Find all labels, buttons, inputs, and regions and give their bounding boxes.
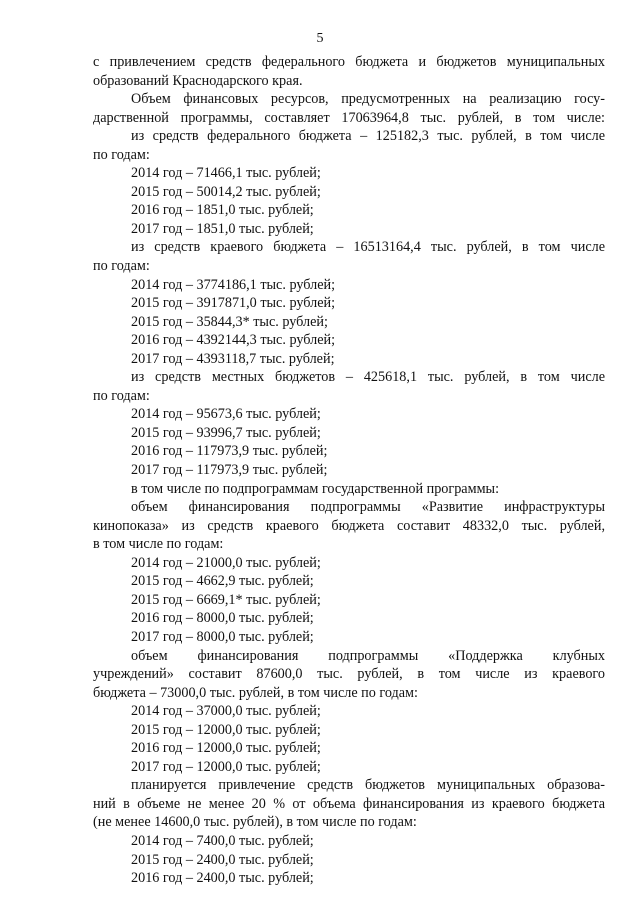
text-line: образований Краснодарского края. bbox=[93, 72, 303, 89]
text-line: 2017 год – 12000,0 тыс. рублей; bbox=[131, 758, 321, 775]
document-body bbox=[93, 53, 605, 888]
text-line: 2016 год – 4392144,3 тыс. рублей; bbox=[131, 332, 336, 349]
text-line: 2016 год – 117973,9 тыс. рублей; bbox=[131, 443, 328, 460]
text-line: из средств местных бюджетов – 425618,1 тыс. рублей, в том числе bbox=[131, 369, 605, 386]
text-line: 2015 год – 12000,0 тыс. рублей; bbox=[131, 721, 321, 738]
text-line: учреждений» составит 87600,0 тыс. рублей, в том числе из краевого bbox=[93, 666, 605, 683]
text-line: с привлечением средств федерального бюджета и бюджетов муниципальных bbox=[93, 54, 605, 70]
text-line: 2015 год – 3917871,0 тыс. рублей; bbox=[131, 295, 336, 312]
text-line: (не менее 14600,0 тыс. рублей), в том числе по годам: bbox=[93, 814, 417, 831]
text-line: кинопоказа» из средств краевого бюджета составит 48332,0 тыс. рублей, bbox=[93, 517, 605, 534]
text-line: 2016 год – 1851,0 тыс. рублей; bbox=[131, 202, 314, 219]
text-line: 2017 год – 117973,9 тыс. рублей; bbox=[131, 462, 328, 479]
text-line: 2016 год – 2400,0 тыс. рублей; bbox=[131, 870, 314, 887]
text-line: 2015 год – 6669,1* тыс. рублей; bbox=[131, 591, 321, 608]
text-line: 2017 год – 1851,0 тыс. рублей; bbox=[131, 220, 314, 237]
text-line: объем финансирования подпрограммы «Поддержка клубных bbox=[131, 647, 605, 664]
text-line: 2014 год – 21000,0 тыс. рублей; bbox=[131, 554, 321, 571]
text-line: по годам: bbox=[93, 387, 150, 404]
text-line: ний в объеме не менее 20 % от объема финансирования из краевого бюджета bbox=[93, 795, 605, 812]
page-number: 5 bbox=[316, 31, 324, 46]
text-line: 2017 год – 8000,0 тыс. рублей; bbox=[131, 628, 314, 645]
text-line: в том числе по годам: bbox=[93, 536, 224, 553]
text-line: 2014 год – 3774186,1 тыс. рублей; bbox=[131, 276, 336, 293]
text-line: в том числе по подпрограммам государственной программы: bbox=[131, 480, 500, 497]
text-line: 2014 год – 71466,1 тыс. рублей; bbox=[131, 165, 321, 182]
text-line: 2015 год – 4662,9 тыс. рублей; bbox=[131, 573, 314, 590]
text-line: 2015 год – 2400,0 тыс. рублей; bbox=[131, 851, 314, 868]
text-line: 2016 год – 12000,0 тыс. рублей; bbox=[131, 740, 321, 757]
text-line: из средств федерального бюджета – 125182,3 тыс. рублей, в том числе bbox=[131, 128, 605, 145]
text-line: объем финансирования подпрограммы «Развитие инфраструктуры bbox=[131, 499, 605, 516]
text-line: 2015 год – 50014,2 тыс. рублей; bbox=[131, 183, 321, 200]
text-line: по годам: bbox=[93, 258, 150, 275]
text-line: 2017 год – 4393118,7 тыс. рублей; bbox=[131, 350, 335, 367]
text-line: по годам: bbox=[93, 146, 150, 163]
text-line: дарственной программы, составляет 17063964,8 тыс. рублей, в том числе: bbox=[93, 109, 605, 126]
text-line: из средств краевого бюджета – 16513164,4 тыс. рублей, в том числе bbox=[131, 239, 605, 256]
text-line: планируется привлечение средств бюджетов муниципальных образова- bbox=[131, 777, 605, 794]
text-line: 2016 год – 8000,0 тыс. рублей; bbox=[131, 610, 314, 627]
text-line: 2015 год – 93996,7 тыс. рублей; bbox=[131, 424, 321, 441]
text-line: 2014 год – 7400,0 тыс. рублей; bbox=[131, 832, 314, 849]
text-line: 2014 год – 95673,6 тыс. рублей; bbox=[131, 406, 321, 423]
text-line: Объем финансовых ресурсов, предусмотренных на реализацию госу- bbox=[131, 91, 605, 108]
text-line: 2014 год – 37000,0 тыс. рублей; bbox=[131, 703, 321, 720]
text-line: бюджета – 73000,0 тыс. рублей, в том числе по годам: bbox=[93, 684, 418, 701]
text-line: 2015 год – 35844,3* тыс. рублей; bbox=[131, 313, 328, 330]
